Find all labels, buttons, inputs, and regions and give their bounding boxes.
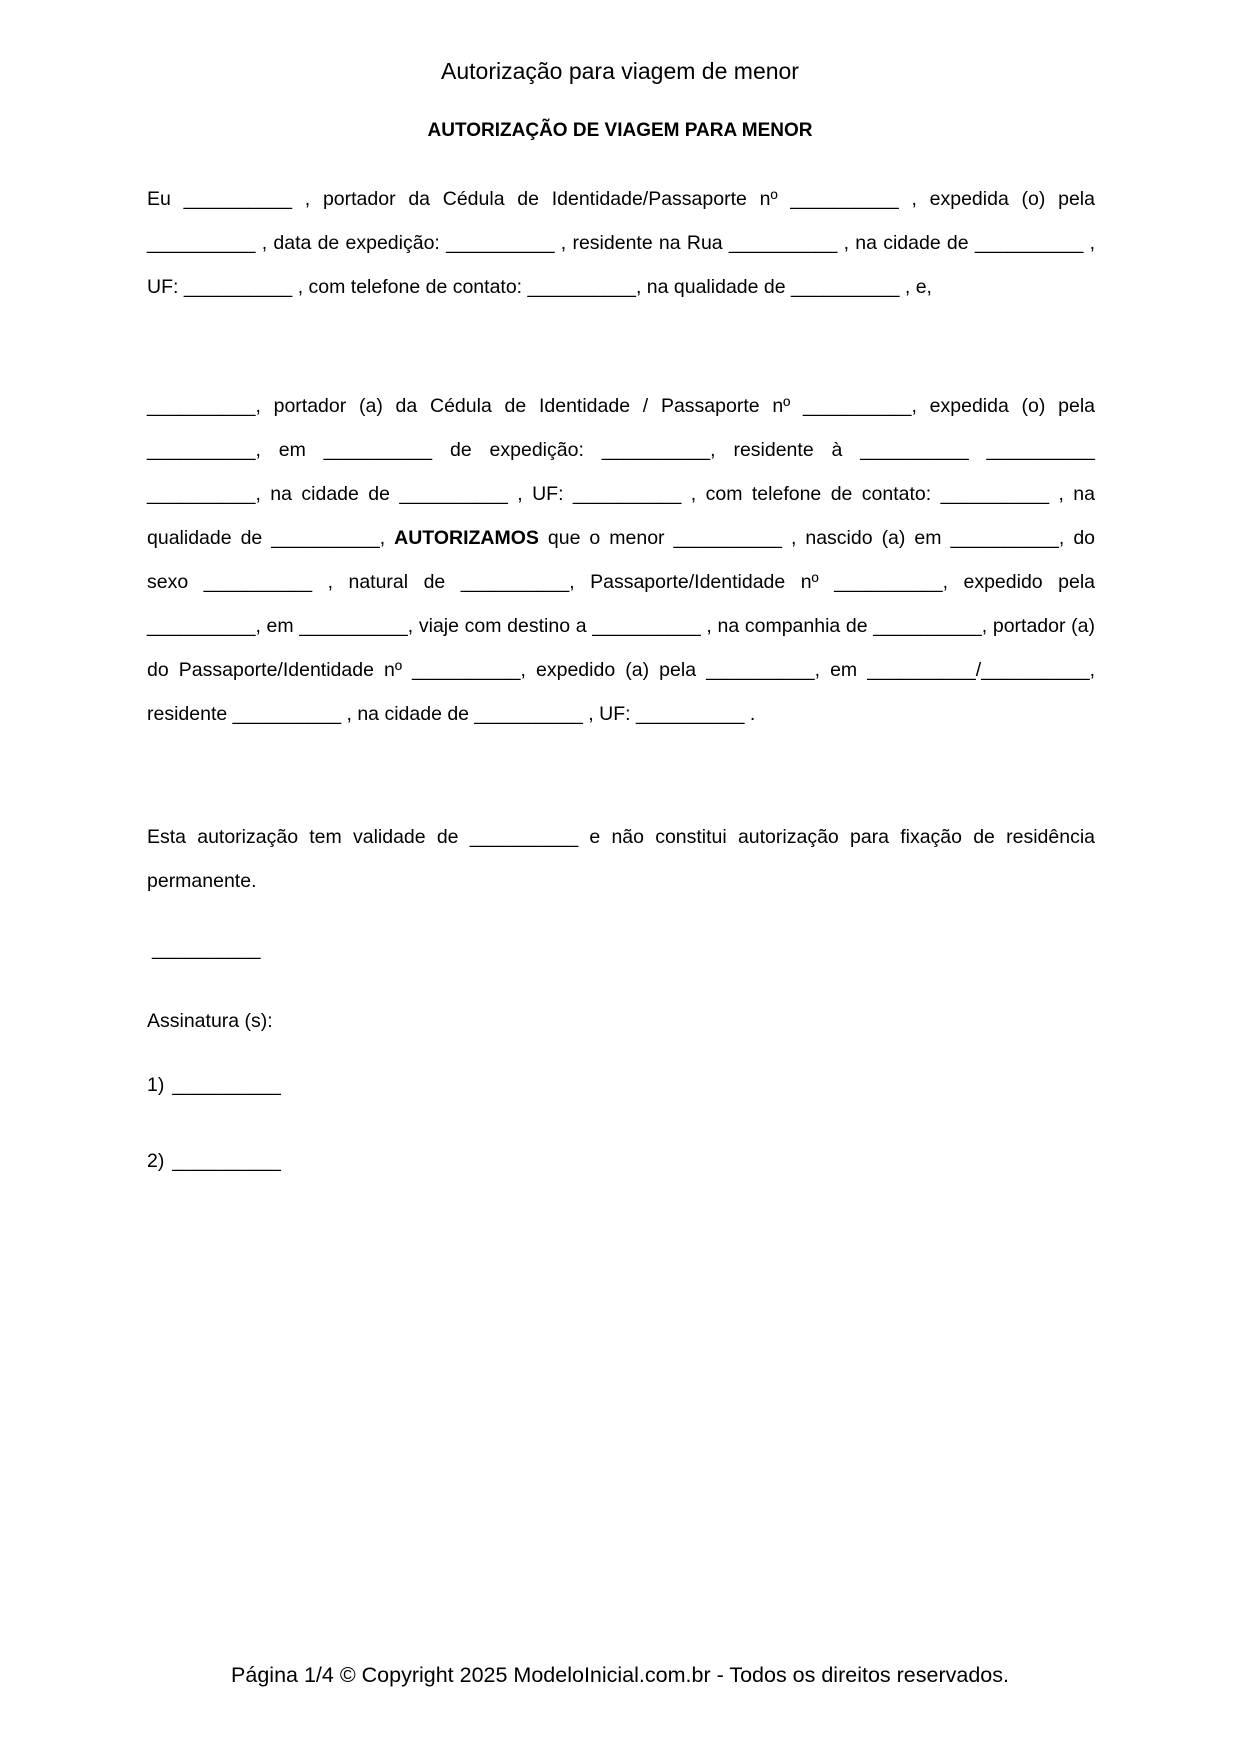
page-footer: Página 1/4 © Copyright 2025 ModeloInicial.com.br - Todos os direitos reservados.: [231, 1663, 1009, 1687]
authorizamos-keyword: AUTORIZAMOS: [394, 527, 539, 549]
paragraph-declarant: Eu __________ , portador da Cédula de Identidade/Passaporte nº __________ , expedida (o) pela __________ , data de expedição: __________ , residente na Rua __________ , na cidade de __________ , UF: __________ , com telefone de contato: __________, na qualidade de __________ , e,: [147, 188, 1095, 298]
signature-number: 1): [147, 1074, 165, 1096]
paragraph-validity: Esta autorização tem validade de __________ e não constitui autorização para fixação de residência permanente.: [147, 826, 1095, 892]
signature-label: Assinatura (s):: [147, 1010, 273, 1032]
signature-line-1: [147, 1063, 281, 1107]
signature-blank: __________: [172, 1074, 281, 1096]
signature-line-2: [147, 1139, 281, 1183]
paragraph-authorization: [147, 384, 1095, 736]
document-title: AUTORIZAÇÃO DE VIAGEM PARA MENOR: [427, 120, 813, 141]
signature-number: 2): [147, 1150, 165, 1172]
authorization-text-end: que o menor __________ , nascido (a) em __________, do sexo __________ , natural de __________, Passaporte/Identidade nº __________, expedido pela __________, em __________, viaje com destino a __________ , na companhia de __________, portador (a) do Passaporte/Identidade nº __________, expedido (a) pela __________, em __________/__________, residente __________ , na cidade de __________ , UF: __________ .: [147, 527, 1096, 725]
signature-blank: __________: [172, 1150, 281, 1172]
date-blank-line: __________: [152, 938, 261, 960]
page-header: Autorização para viagem de menor: [441, 58, 799, 84]
authorization-text-start: __________, portador (a) da Cédula de Identidade / Passaporte nº __________, expedida (o) pela __________, em __________ de expedição: __________, residente à __________ __________ __________, na cidade de __________ , UF: __________ , com telefone de contato: __________ , na qualidade de __________,: [147, 395, 1095, 549]
